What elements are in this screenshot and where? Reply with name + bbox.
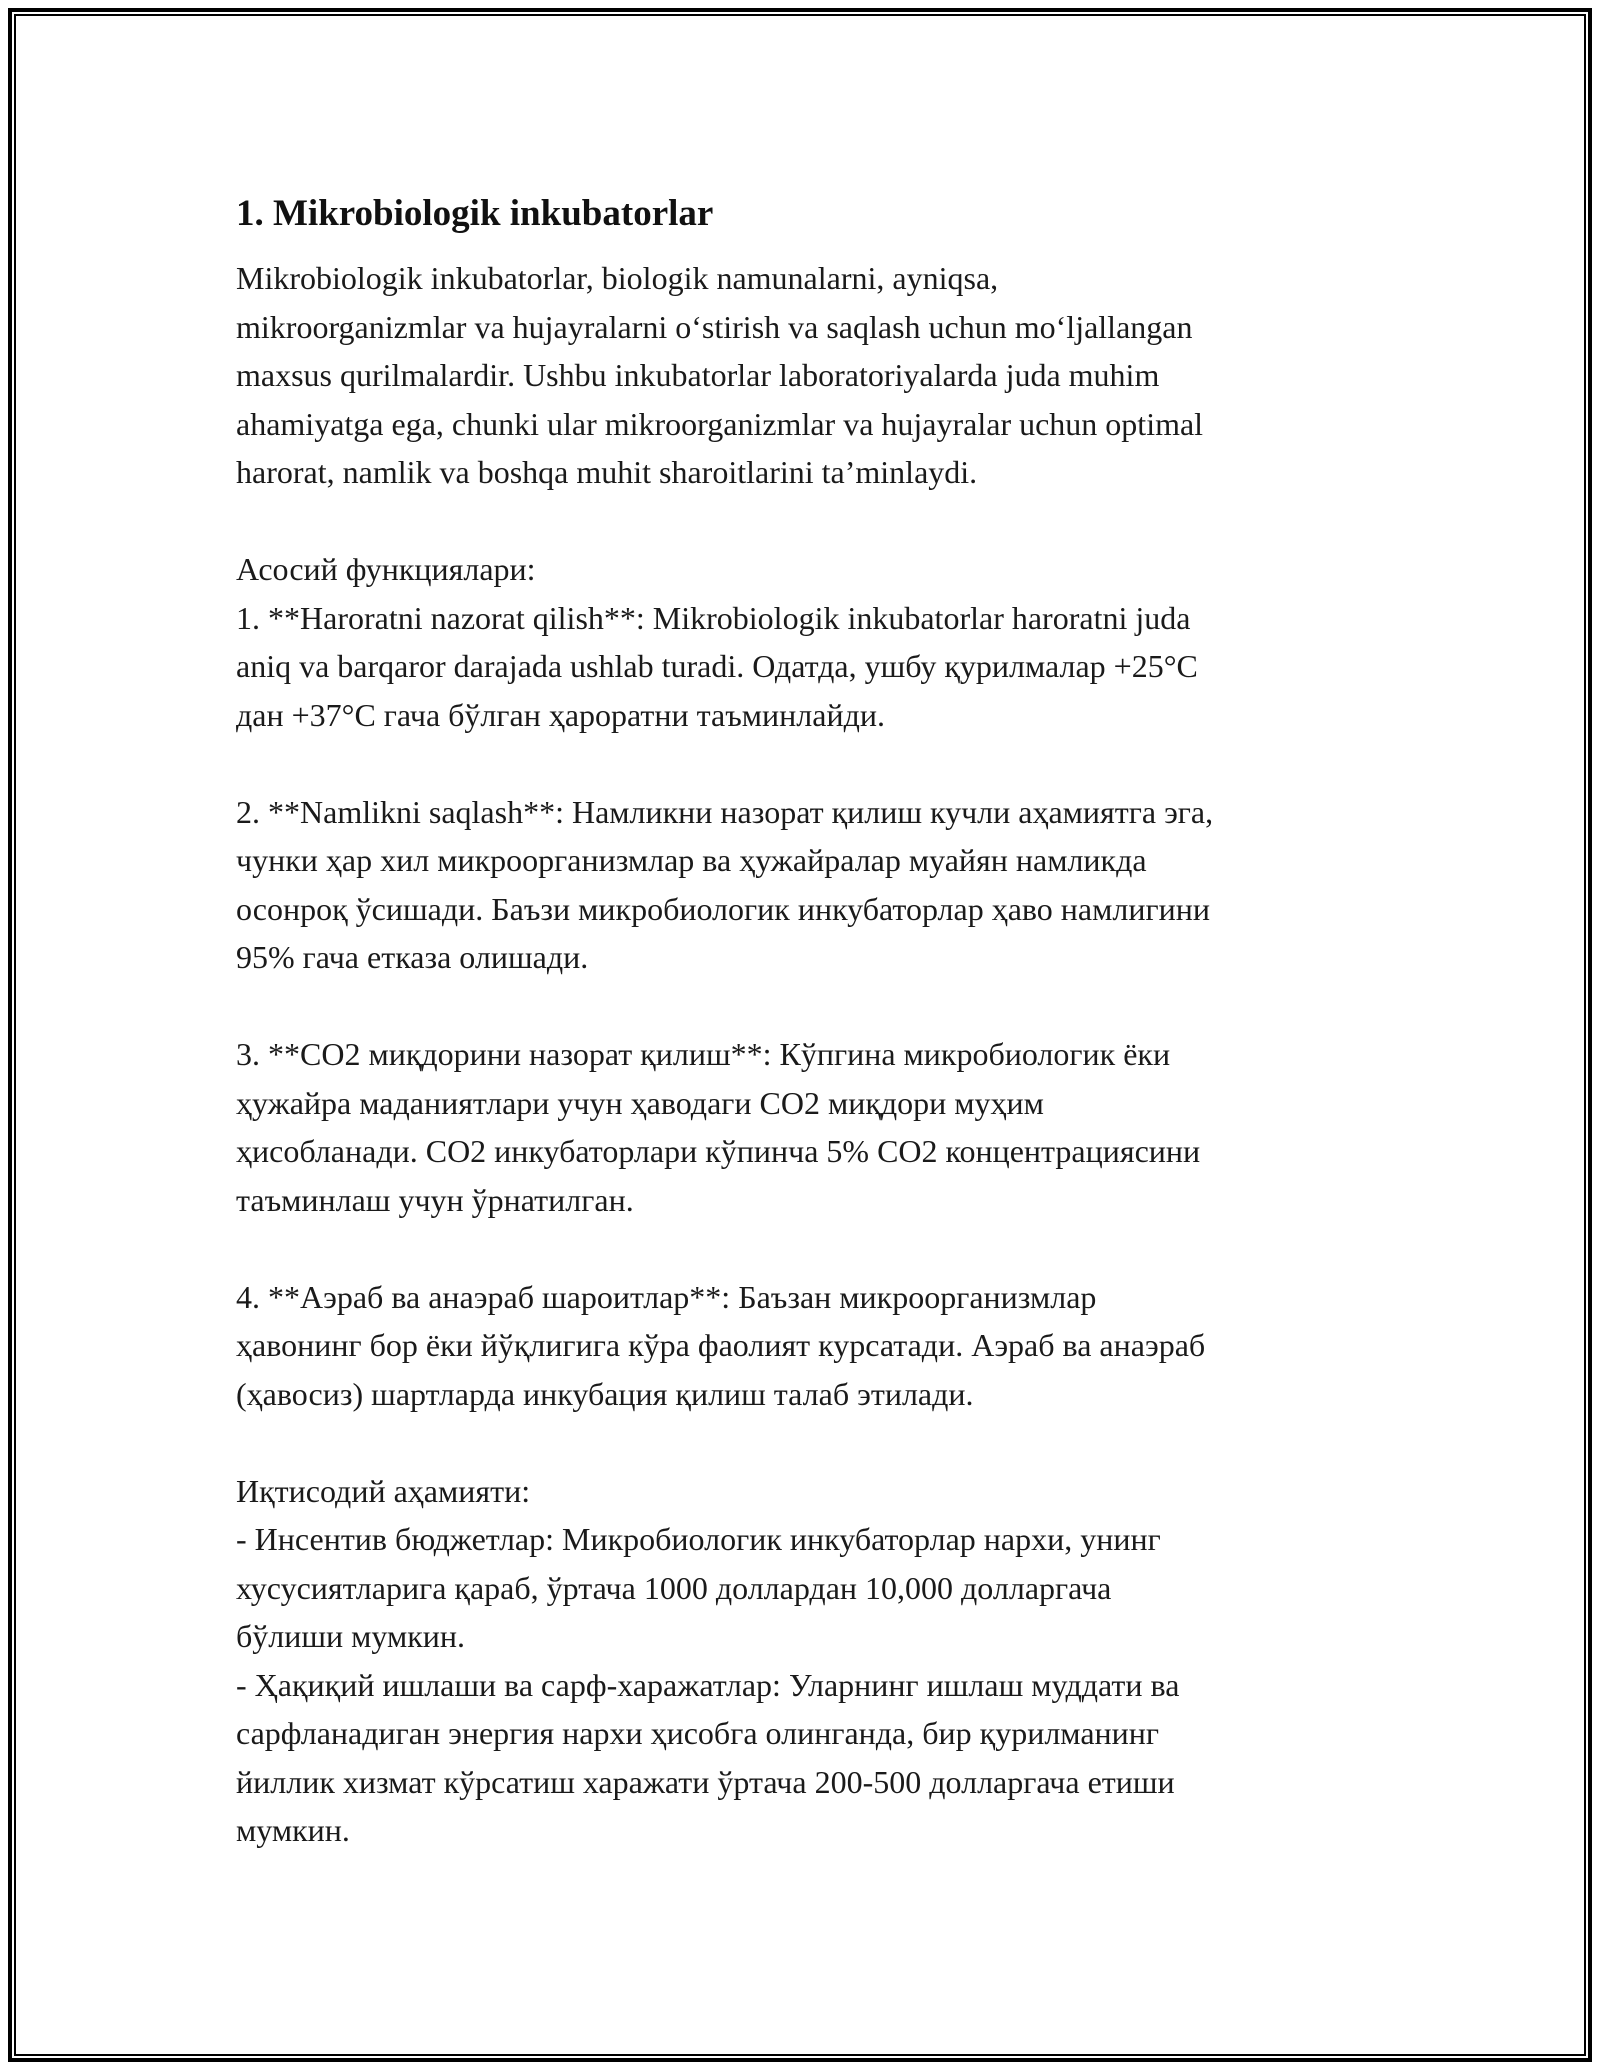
- economics-item-costs: - Ҳақиқий ишлаши ва сарф-харажатлар: Уларнинг ишлаш муддати ва сарфланадиган энергия нархи ҳисобга олинганда, бир қурилманинг йиллик хизмат кўрсатиш харажати ўртача 200-500 долларгача етиши мумкин.: [236, 1666, 1180, 1848]
- paragraph-gap: [236, 1224, 1386, 1273]
- paragraph-gap: [236, 497, 1386, 546]
- economics-heading: Иқтисодий аҳамияти:: [236, 1472, 531, 1509]
- paragraph-gap: [236, 982, 1386, 1031]
- function-item-temperature: 1. **Haroratni nazorat qilish**: Mikrobiologik inkubatorlar haroratni juda aniq va barqaror darajada ushlab turadi. Одатда, ушбу қурилмалар +25°C дан +37°C гача бўлган ҳароратни таъминлайди.: [236, 599, 1198, 733]
- paragraph-gap: [236, 739, 1386, 788]
- function-item-aerobic: 4. **Аэраб ва анаэраб шароитлар**: Баъзан микроорганизмлар ҳавонинг бор ёки йўқлигига кўра фаолият курсатади. Аэраб ва анаэраб (ҳавосиз) шартларда инкубация қилиш талаб этилади.: [236, 1278, 1206, 1412]
- function-item-co2: 3. **CO2 миқдорини назорат қилиш**: Кўпгина микробиологик ёки ҳужайра маданиятлари учун ҳаводаги CO2 миқдори муҳим ҳисобланади. CO2 инкубаторлари кўпинча 5% CO2 концентрациясини таъминлаш учун ўрнатилган.: [236, 1036, 1201, 1218]
- economics-item-budget: - Инсентив бюджетлар: Микробиологик инкубаторлар нархи, унинг хусусиятларига қараб, ўртача 1000 доллардан 10,000 долларгача бўлиши мумкин.: [236, 1521, 1161, 1654]
- function-item-humidity: 2. **Namlikni saqlash**: Намликни назорат қилиш кучли аҳамиятга эга, чунки ҳар хил микроорганизмлар ва ҳужайралар муайян намликда осонроқ ўсишади. Баъзи микробиологик инкубаторлар ҳаво намлигини 95% гача етказа олишади.: [236, 793, 1214, 975]
- functions-heading: Асосий функциялари:: [236, 551, 536, 587]
- intro-paragraph: Mikrobiologik inkubatorlar, biologik namunalarni, ayniqsa, mikroorganizmlar va hujayralarni o‘stirish va saqlash uchun mo‘ljallangan maxsus qurilmalardir. Ushbu inkubatorlar laboratoriyalarda juda muhim ahamiyatga ega, chunki ular mikroorganizmlar va hujayralar uchun optimal harorat, namlik va boshqa muhit sharoitlarini ta’minlaydi.: [236, 260, 1204, 490]
- page-title: 1. Mikrobiologik inkubatorlar: [236, 193, 714, 234]
- paragraph-gap: [236, 1418, 1386, 1467]
- document-content: [236, 186, 1386, 1855]
